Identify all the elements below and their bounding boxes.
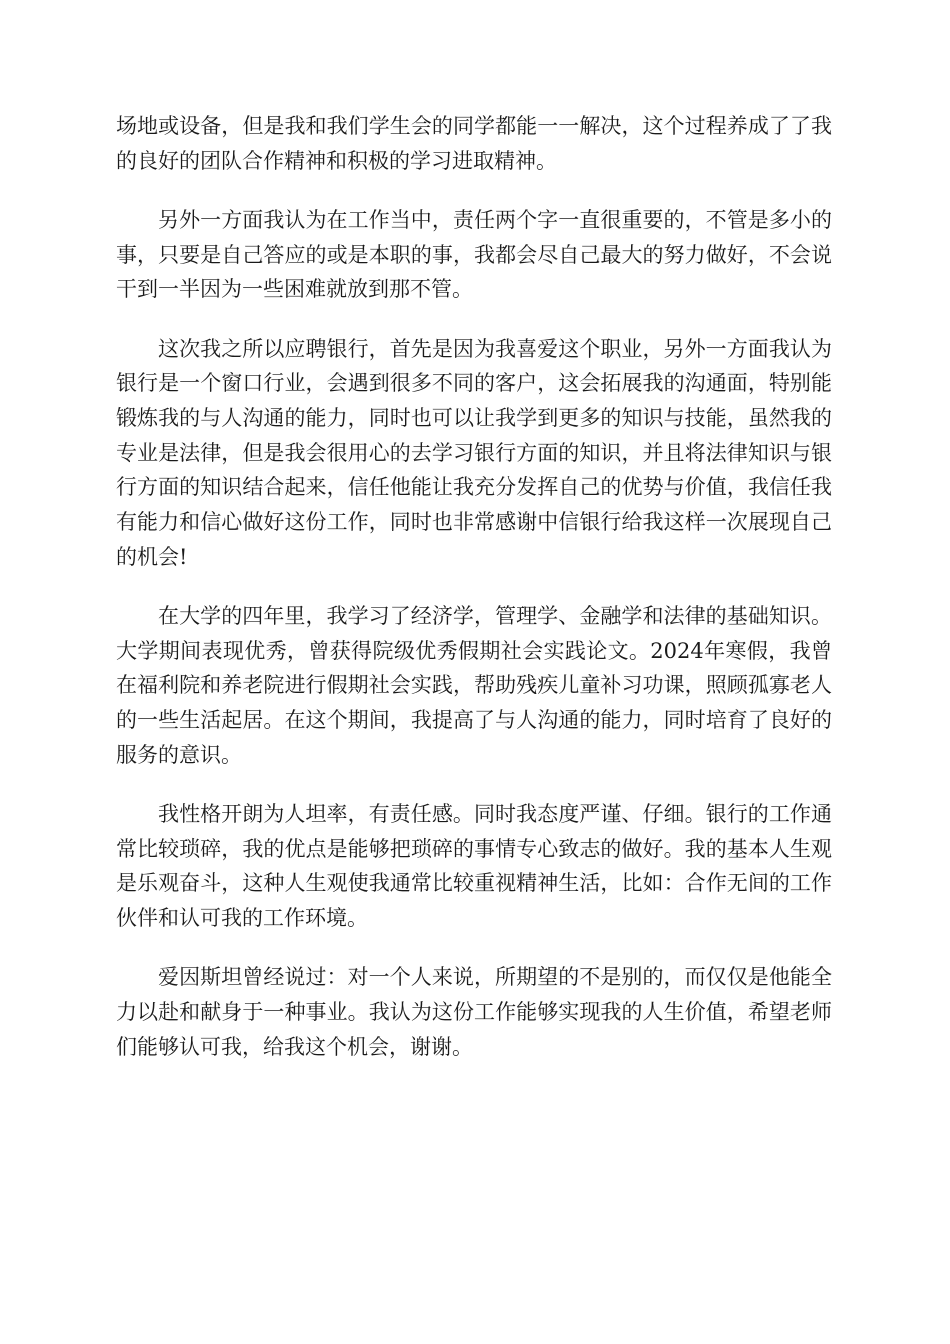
document-body <box>116 109 832 1089</box>
paragraph-closing: 爱因斯坦曾经说过：对一个人来说，所期望的不是别的，而仅仅是他能全力以赴和献身于一种事业。我认为这份工作能够实现我的人生价值，希望老师们能够认可我，给我这个机会，谢谢。 <box>116 965 832 1059</box>
paragraph-personality: 我性格开朗为人坦率，有责任感。同时我态度严谨、仔细。银行的工作通常比较琐碎，我的优点是能够把琐碎的事情专心致志的做好。我的基本人生观是乐观奋斗，这种人生观使我通常比较重视精神生活，比如：合作无间的工作伙伴和认可我的工作环境。 <box>116 801 832 931</box>
paragraph-responsibility: 另外一方面我认为在工作当中，责任两个字一直很重要的，不管是多小的事，只要是自己答应的或是本职的事，我都会尽自己最大的努力做好，不会说干到一半因为一些困难就放到那不管。 <box>116 207 832 302</box>
paragraph-continued: 场地或设备，但是我和我们学生会的同学都能一一解决，这个过程养成了了我的良好的团队合作精神和积极的学习进取精神。 <box>116 114 832 173</box>
paragraph-why-bank: 这次我之所以应聘银行，首先是因为我喜爱这个职业，另外一方面我认为银行是一个窗口行业，会遇到很多不同的客户，这会拓展我的沟通面，特别能锻炼我的与人沟通的能力，同时也可以让我学到更多的知识与技能，虽然我的专业是法律，但是我会很用心的去学习银行方面的知识，并且将法律知识与银行方面的知识结合起来，信任他能让我充分发挥自己的优势与价值，我信任我有能力和信心做好这份工作，同时也非常感谢中信银行给我这样一次展现自己的机会! <box>116 336 832 569</box>
paragraph-university: 在大学的四年里，我学习了经济学，管理学、金融学和法律的基础知识。大学期间表现优秀，曾获得院级优秀假期社会实践论文。2024年寒假，我曾在福利院和养老院进行假期社会实践，帮助残疾儿童补习功课，照顾孤寡老人的一些生活起居。在这个期间，我提高了与人沟通的能力，同时培育了良好的服务的意识。 <box>116 603 832 767</box>
